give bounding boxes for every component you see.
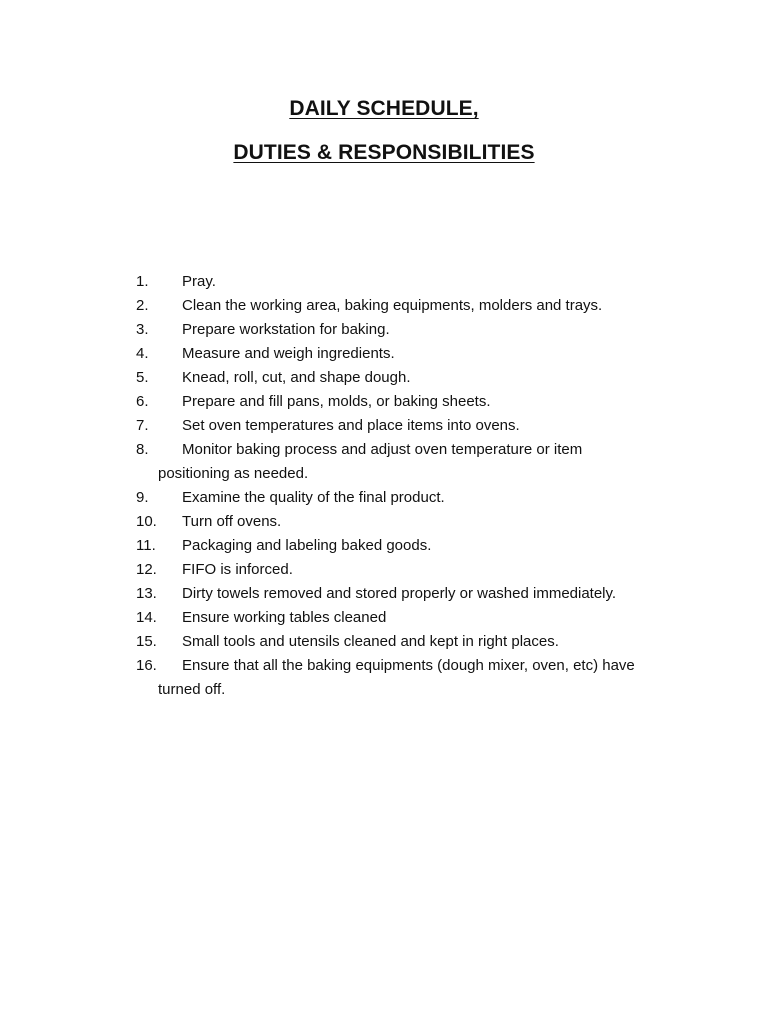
document-title-line-1 xyxy=(0,96,768,122)
duty-text-continuation: turned off. xyxy=(158,681,226,698)
duties-list xyxy=(0,270,768,702)
duty-number: 15. xyxy=(136,633,157,650)
duty-item-3 xyxy=(0,318,768,342)
duty-item-8 xyxy=(0,438,768,486)
duty-text: Prepare workstation for baking. xyxy=(182,321,390,338)
duty-item-16 xyxy=(0,654,768,702)
duty-item-2 xyxy=(0,294,768,318)
duty-item-4 xyxy=(0,342,768,366)
duty-item-14 xyxy=(0,606,768,630)
duty-number: 8. xyxy=(136,441,149,458)
duty-number: 7. xyxy=(136,417,149,434)
duty-item-13 xyxy=(0,582,768,606)
duty-text: FIFO is inforced. xyxy=(182,561,293,578)
duty-number: 9. xyxy=(136,489,149,506)
duty-number: 3. xyxy=(136,321,149,338)
duty-text: Knead, roll, cut, and shape dough. xyxy=(182,369,411,386)
title-text-1: DAILY SCHEDULE, xyxy=(289,97,479,120)
duty-item-15 xyxy=(0,630,768,654)
duty-text: Ensure that all the baking equipments (dough mixer, oven, etc) have xyxy=(182,657,635,674)
duty-number: 4. xyxy=(136,345,149,362)
duty-item-7 xyxy=(0,414,768,438)
document-title-line-2 xyxy=(0,140,768,166)
duty-text: Monitor baking process and adjust oven temperature or item xyxy=(182,441,583,458)
duty-number: 6. xyxy=(136,393,149,410)
duty-item-9 xyxy=(0,486,768,510)
duty-number: 10. xyxy=(136,513,157,530)
duty-text: Small tools and utensils cleaned and kept in right places. xyxy=(182,633,559,650)
duty-text: Measure and weigh ingredients. xyxy=(182,345,395,362)
duty-item-5 xyxy=(0,366,768,390)
title-text-2: DUTIES & RESPONSIBILITIES xyxy=(233,141,535,164)
duty-item-12 xyxy=(0,558,768,582)
duty-number: 2. xyxy=(136,297,149,314)
duty-text: Ensure working tables cleaned xyxy=(182,609,387,626)
duty-item-10 xyxy=(0,510,768,534)
duty-text: Pray. xyxy=(182,273,216,290)
duty-text: Prepare and fill pans, molds, or baking sheets. xyxy=(182,393,491,410)
duty-number: 16. xyxy=(136,657,157,674)
duty-text-continuation: positioning as needed. xyxy=(158,465,309,482)
duty-number: 5. xyxy=(136,369,149,386)
duty-number: 11. xyxy=(136,537,156,554)
duty-item-1 xyxy=(0,270,768,294)
duty-text: Set oven temperatures and place items into ovens. xyxy=(182,417,520,434)
duty-text: Turn off ovens. xyxy=(182,513,282,530)
duty-item-11 xyxy=(0,534,768,558)
duty-number: 13. xyxy=(136,585,157,602)
duty-number: 12. xyxy=(136,561,157,578)
duty-number: 1. xyxy=(136,273,149,290)
duty-text: Clean the working area, baking equipments, molders and trays. xyxy=(182,297,603,314)
duty-text: Examine the quality of the final product. xyxy=(182,489,445,506)
duty-text: Packaging and labeling baked goods. xyxy=(182,537,432,554)
duty-text: Dirty towels removed and stored properly or washed immediately. xyxy=(182,585,617,602)
duty-number: 14. xyxy=(136,609,157,626)
duty-item-6 xyxy=(0,390,768,414)
